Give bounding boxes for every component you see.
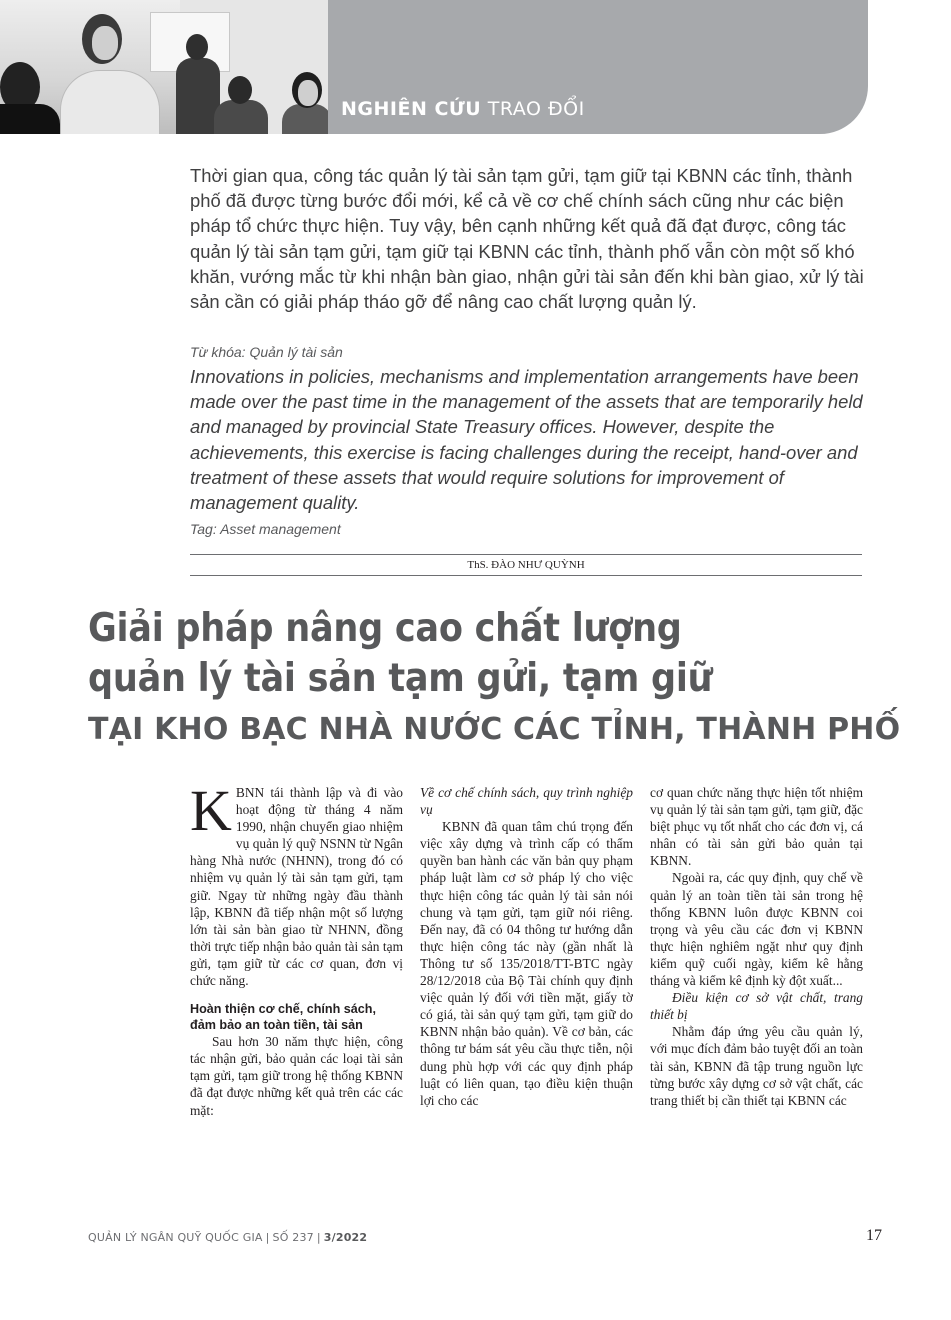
body-paragraph: KBNN đã quan tâm chú trọng đến việc xây dựng và trình cấp có thẩm quyền ban hành các văn bản quy phạm pháp luật làm cơ sở pháp lý cho việc thực hiện công tác quản lý tài sản nói chung và tạm gửi, tạm giữ nói riêng. Đến nay, đã có 04 thông tư hướng dẫn thực hiện công tác này (gần nhất là Thông tư số 135/2018/TT-BTC ngày 28/12/2018 của Bộ Tài chính quy định việc quản lý đối với tiền mặt, giấy tờ có giá, tài sản quý tạm gửi, tạm giữ do KBNN nhận bảo quản). Về cơ bản, các thông tư bám sát yêu cầu thực tiễn, nội dung phù hợp với các quy định pháp luật có liên quan, tạo điều kiện thuận lợi cho các: [420, 819, 633, 1108]
photo-person-face: [92, 26, 118, 60]
article-subtitle: TẠI KHO BẠC NHÀ NƯỚC CÁC TỈNH, THÀNH PHỐ: [88, 712, 901, 747]
subsection-heading: Điều kiện cơ sở vật chất, trang thiết bị: [650, 990, 863, 1023]
header-band: [0, 0, 868, 134]
keyword-vietnamese: Từ khóa: Quản lý tài sản: [190, 344, 343, 360]
body-paragraph: Ngoài ra, các quy định, quy chế về quản lý an toàn tiền tài sản trong hệ thống KBNN luôn được KBNN coi trọng và yêu cầu các đơn vị KBNN thực hiện nghiêm ngặt như quy định kiểm quỹ cuối ngày, kiểm kê hằng tháng và kiểm kê định kỳ đột xuất...: [650, 870, 863, 989]
page-number: 17: [866, 1227, 882, 1244]
footer-publication-info: [88, 1231, 367, 1244]
photo-person-face: [298, 80, 318, 106]
body-column-3: [650, 784, 863, 1204]
section-label-bold: NGHIÊN CỨU: [341, 98, 482, 120]
body-column-2: [420, 784, 633, 1204]
drop-cap: K: [190, 784, 232, 843]
abstract-english: Innovations in policies, mechanisms and implementation arrangements have been made over the past time in the management of the assets that are temporarily held and managed by provincial State Treasury offices. However, despite the achievements, this exercise is facing challenges during the receipt, hand-over and treatment of these assets that would require solutions for improvement of management quality.: [190, 366, 863, 514]
author-bar: [190, 554, 862, 576]
photo-person-body: [0, 104, 60, 134]
body-paragraph: Sau hơn 30 năm thực hiện, công tác nhận gửi, bảo quản các loại tài sản tạm gửi, tạm giữ trong hệ thống KBNN đã đạt được những kết quả trên các các mặt:: [190, 1034, 403, 1118]
photo-person-head: [186, 34, 208, 60]
photo-person-head: [228, 76, 252, 104]
footer-publication: QUẢN LÝ NGÂN QUỸ QUỐC GIA: [88, 1231, 263, 1244]
body-paragraph: [190, 784, 403, 989]
photo-person-body: [282, 104, 328, 134]
section-label: [341, 98, 585, 120]
footer-date: 3/2022: [323, 1231, 368, 1244]
header-photo: [0, 0, 328, 134]
tag-english: Tag: Asset management: [190, 521, 341, 537]
subsection-heading: Về cơ chế chính sách, quy trình nghiệp vụ: [420, 785, 633, 818]
photo-person-body: [60, 70, 160, 134]
footer-issue: SỐ 237: [272, 1231, 314, 1244]
author-name: ThS. ĐÀO NHƯ QUỲNH: [467, 559, 585, 571]
article-title-line-1: Giải pháp nâng cao chất lượng: [88, 606, 682, 651]
section-label-light: TRAO ĐỔI: [487, 98, 585, 120]
body-paragraph: Nhằm đáp ứng yêu cầu quản lý, với mục đích đảm bảo tuyệt đối an toàn tài sản, KBNN đã tập trung nguồn lực từng bước xây dựng cơ sở vật chất, các trang thiết bị cần thiết tại KBNN các: [650, 1024, 863, 1108]
article-title-line-2: quản lý tài sản tạm gửi, tạm giữ: [88, 656, 713, 701]
photo-person-body: [214, 100, 268, 134]
body-paragraph: cơ quan chức năng thực hiện tốt nhiệm vụ quản lý tài sản tạm gửi, tạm giữ, đặc biệt phục vụ tốt nhất cho các đơn vị, cá nhân có tài sản gửi bảo quản tại KBNN.: [650, 785, 863, 869]
body-paragraph-text: BNN tái thành lập và đi vào hoạt động từ tháng 4 năm 1990, nhận chuyển giao nhiệm vụ quản lý quỹ NSNN từ Ngân hàng Nhà nước (NHNN), trong đó có nhiệm vụ quản lý tài sản tạm gửi, tạm giữ. Ngay từ những ngày đầu thành lập, KBNN đã tiếp nhận một số lượng lớn tài sản bàn giao từ NHNN, đồng thời trực tiếp nhận bảo quản tài sản tạm gửi, tạm giữ từ các cơ quan, đơn vị chức năng.: [190, 785, 403, 989]
abstract-vietnamese: Thời gian qua, công tác quản lý tài sản tạm gửi, tạm giữ tại KBNN các tỉnh, thành phố đã được từng bước đổi mới, kể cả về cơ chế chính sách cũng như các biện pháp tổ chức thực hiện. Tuy vậy, bên cạnh những kết quả đã đạt được, công tác quản lý tài sản tạm gửi, tạm giữ tại KBNN các tỉnh, thành phố vẫn còn một số khó khăn, vướng mắc từ khi nhận bàn giao, nhận gửi tài sản đến khi bàn giao, xử lý tài sản cần có giải pháp tháo gỡ để nâng cao chất lượng quản lý.: [190, 165, 864, 313]
footer-separator: |: [265, 1231, 270, 1244]
section-heading: Hoàn thiện cơ chế, chính sách, đảm bảo an toàn tiền, tài sản: [190, 1002, 377, 1033]
body-column-1: [190, 784, 403, 1204]
footer-separator: |: [316, 1231, 321, 1244]
